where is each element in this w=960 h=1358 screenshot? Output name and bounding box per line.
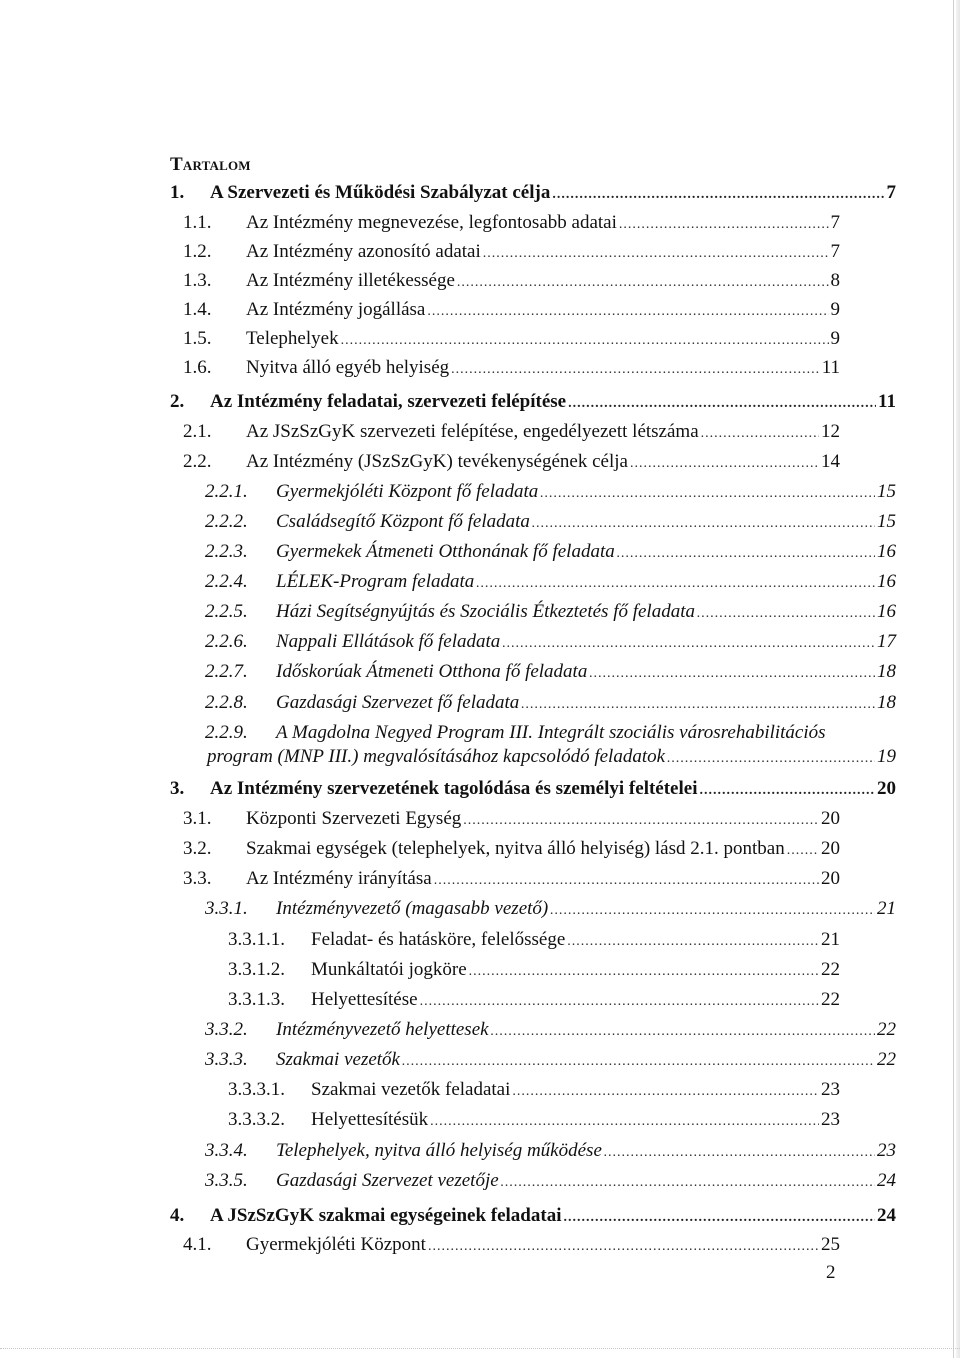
toc-entry-continuation[interactable]: [207, 746, 896, 770]
toc-entry[interactable]: [183, 357, 840, 381]
toc-entry-title: Munkáltatói jogköre: [311, 959, 467, 980]
toc-entry-title: Az Intézmény azonosító adatai: [246, 241, 481, 262]
toc-entry-page: 20: [821, 808, 840, 829]
toc-entry[interactable]: [205, 1170, 896, 1194]
toc-entry-number: 2.2.6.: [205, 631, 248, 652]
toc-entry-title: Szakmai egységek (telephelyek, nyitva álló helyiség) lásd 2.1. pontban: [246, 838, 785, 859]
toc-entry-number: 3.3.1.: [205, 898, 248, 919]
dot-leader: [550, 903, 875, 919]
toc-entry-page: 23: [821, 1079, 840, 1100]
toc-entry-number: 2.: [170, 391, 185, 412]
dot-leader: [427, 304, 828, 320]
toc-entry[interactable]: [228, 1079, 840, 1103]
toc-entry[interactable]: [170, 182, 896, 206]
toc-entry-number: 2.2.9.: [205, 722, 248, 743]
dot-leader: [451, 362, 820, 378]
dot-leader: [476, 576, 875, 592]
dot-leader: [568, 396, 876, 412]
toc-entry-page: 16: [877, 571, 896, 592]
toc-entry[interactable]: [183, 868, 840, 892]
toc-entry-page: 19: [877, 746, 896, 767]
toc-entry-number: 2.2.2.: [205, 511, 248, 532]
toc-entry-title: Intézményvezető helyettesek: [276, 1019, 489, 1040]
scan-bottom-line: [0, 1348, 960, 1350]
toc-entry-title: Gyermekjóléti Központ: [246, 1234, 426, 1255]
toc-entry-page: 24: [877, 1205, 896, 1226]
toc-entry[interactable]: [183, 838, 840, 862]
toc-entry-title: LÉLEK-Program feladata: [276, 571, 475, 592]
dot-leader: [701, 426, 819, 442]
toc-entry-page: 24: [877, 1170, 896, 1191]
toc-entry-page: 12: [821, 421, 840, 442]
toc-entry-title: Gyermekjóléti Központ fő feladata: [276, 481, 539, 502]
toc-entry-page: 8: [830, 270, 840, 291]
toc-entry-page: 14: [821, 451, 840, 472]
toc-entry-number: 2.2.3.: [205, 541, 248, 562]
toc-entry[interactable]: [228, 1109, 840, 1133]
toc-entry-number: 3.3.: [183, 868, 212, 889]
dot-leader: [787, 843, 819, 859]
toc-entry[interactable]: [183, 421, 840, 445]
dot-leader: [521, 697, 875, 713]
toc-entry-title: Szakmai vezetők feladatai: [311, 1079, 511, 1100]
toc-entry-title: Telephelyek, nyitva álló helyiség működése: [276, 1140, 602, 1161]
toc-entry-page: 25: [821, 1234, 840, 1255]
toc-entry-page: 23: [821, 1109, 840, 1130]
toc-entry-page: 23: [877, 1140, 896, 1161]
toc-entry[interactable]: [205, 692, 896, 716]
page-number: 2: [826, 1262, 836, 1283]
toc-entry-page: 20: [821, 838, 840, 859]
toc-entry-number: 3.3.1.1.: [228, 929, 285, 950]
toc-entry-page: 18: [877, 661, 896, 682]
toc-entry[interactable]: [170, 778, 896, 802]
toc-entry-page: 22: [877, 1019, 896, 1040]
dot-leader: [341, 333, 829, 349]
toc-title: Tartalom: [170, 154, 251, 175]
dot-leader: [567, 934, 819, 950]
toc-entry-number: 2.2.7.: [205, 661, 248, 682]
toc-entry-page: 16: [877, 541, 896, 562]
dot-leader: [420, 994, 819, 1010]
dot-leader: [501, 1175, 875, 1191]
toc-entry[interactable]: [205, 631, 896, 655]
toc-entry-page: 21: [821, 929, 840, 950]
toc-entry-page: 21: [877, 898, 896, 919]
toc-entry[interactable]: [205, 481, 896, 505]
toc-entry[interactable]: [205, 541, 896, 565]
toc-entry-title: Központi Szervezeti Egység: [246, 808, 462, 829]
dot-leader: [434, 873, 819, 889]
toc-entry-page: 7: [830, 241, 840, 262]
toc-entry[interactable]: [228, 959, 840, 983]
toc-entry[interactable]: [205, 898, 896, 922]
dot-leader: [552, 187, 884, 203]
toc-entry-title: Házi Segítségnyújtás és Szociális Étkeztetés fő feladata: [276, 601, 695, 622]
toc-entry-title: Az Intézmény feladatai, szervezeti felépítése: [210, 391, 567, 412]
toc-entry[interactable]: [205, 601, 896, 625]
toc-entry[interactable]: [183, 808, 840, 832]
toc-entry-title: Intézményvezető (magasabb vezető): [276, 898, 549, 919]
toc-entry[interactable]: [183, 270, 840, 294]
toc-entry-page: 9: [830, 328, 840, 349]
toc-entry[interactable]: [183, 299, 840, 323]
toc-entry-number: 2.2.4.: [205, 571, 248, 592]
dot-leader: [430, 1114, 819, 1130]
dot-leader: [428, 1239, 819, 1255]
toc-entry-title: Az Intézmény (JSzSzGyK) tevékenységének célja: [246, 451, 628, 472]
dot-leader: [630, 456, 819, 472]
dot-leader: [469, 964, 819, 980]
toc-entry-number: 2.2.8.: [205, 692, 248, 713]
dot-leader: [483, 246, 829, 262]
toc-entry-title: A JSzSzGyK szakmai egységeinek feladatai: [210, 1205, 562, 1226]
toc-entry-page: 11: [821, 357, 840, 378]
dot-leader: [457, 275, 829, 291]
toc-entry-title: Az Intézmény szervezetének tagolódása és személyi feltételei: [210, 778, 698, 799]
toc-entry-number: 3.3.2.: [205, 1019, 248, 1040]
dot-leader: [619, 217, 829, 233]
dot-leader: [512, 1084, 819, 1100]
toc-entry-title-cont: program (MNP III.) megvalósításához kapcsolódó feladatok: [207, 746, 666, 767]
toc-entry-title: Gazdasági Szervezet vezetője: [276, 1170, 499, 1191]
toc-entry-page: 20: [877, 778, 896, 799]
toc-entry[interactable]: [183, 451, 840, 475]
toc-entry-page: 18: [877, 692, 896, 713]
toc-entry[interactable]: [205, 1019, 896, 1043]
toc-entry-title: Nappali Ellátások fő feladata: [276, 631, 501, 652]
toc-entry-number: 3.3.3.2.: [228, 1109, 285, 1130]
toc-entry[interactable]: [183, 328, 840, 352]
toc-entry-title: Feladat- és hatásköre, felelőssége: [311, 929, 566, 950]
toc-entry[interactable]: [205, 1140, 896, 1164]
toc-entry-title: Időskorúak Átmeneti Otthona fő feladata: [276, 661, 588, 682]
toc-entry[interactable]: [170, 1205, 896, 1229]
toc-entry-title: Az Intézmény megnevezése, legfontosabb adatai: [246, 212, 617, 233]
toc-entry[interactable]: [205, 661, 896, 685]
toc-entry-number: 3.3.1.2.: [228, 959, 285, 980]
toc-entry[interactable]: [205, 722, 826, 746]
toc-entry-title: Az JSzSzGyK szervezeti felépítése, engedélyezett létszáma: [246, 421, 699, 442]
toc-entry-number: 1.6.: [183, 357, 212, 378]
toc-entry-number: 1.5.: [183, 328, 212, 349]
toc-entry-page: 22: [821, 959, 840, 980]
toc-entry-page: 7: [886, 182, 896, 203]
scan-edge-line: [953, 0, 954, 1358]
toc-entry-number: 2.1.: [183, 421, 212, 442]
toc-entry-number: 3.3.1.3.: [228, 989, 285, 1010]
toc-entry-title: Az Intézmény jogállása: [246, 299, 426, 320]
toc-entry-title: Gyermekek Átmeneti Otthonának fő feladata: [276, 541, 615, 562]
toc-entry-title: Helyettesítésük: [311, 1109, 429, 1130]
toc-entry-number: 1.3.: [183, 270, 212, 291]
toc-entry[interactable]: [170, 391, 896, 415]
dot-leader: [402, 1054, 875, 1070]
dot-leader: [463, 813, 819, 829]
dot-leader: [589, 666, 875, 682]
toc-entry-number: 2.2.1.: [205, 481, 248, 502]
toc-entry[interactable]: [228, 929, 840, 953]
toc-entry-page: 20: [821, 868, 840, 889]
toc-entry[interactable]: [183, 212, 840, 236]
toc-entry-number: 3.1.: [183, 808, 212, 829]
dot-leader: [697, 606, 875, 622]
toc-entry-title: Az Intézmény illetékessége: [246, 270, 455, 291]
toc-entry-title: Telephelyek: [246, 328, 339, 349]
toc-entry-title: Helyettesítése: [311, 989, 418, 1010]
toc-entry-page: 17: [877, 631, 896, 652]
dot-leader: [532, 516, 875, 532]
toc-entry[interactable]: [183, 241, 840, 265]
toc-entry[interactable]: [205, 511, 896, 535]
toc-entry-number: 3.: [170, 778, 185, 799]
toc-entry-title: A Magdolna Negyed Program III. Integrált szociális városrehabilitációs: [276, 722, 826, 743]
dot-leader: [563, 1210, 875, 1226]
toc-entry-number: 3.3.4.: [205, 1140, 248, 1161]
toc-entry-page: 22: [821, 989, 840, 1010]
toc-entry-number: 3.3.3.: [205, 1049, 248, 1070]
toc-entry-page: 22: [877, 1049, 896, 1070]
toc-entry-page: 7: [830, 212, 840, 233]
toc-entry[interactable]: [205, 1049, 896, 1073]
toc-entry[interactable]: [205, 571, 896, 595]
toc-entry-page: 16: [877, 601, 896, 622]
toc-entry-title: Családsegítő Központ fő feladata: [276, 511, 530, 532]
toc-entry-number: 3.3.3.1.: [228, 1079, 285, 1100]
dot-leader: [502, 636, 875, 652]
toc-entry-page: 15: [877, 511, 896, 532]
scan-edge-shadow: [956, 0, 960, 1358]
dot-leader: [604, 1145, 875, 1161]
toc-entry-number: 1.4.: [183, 299, 212, 320]
toc-entry-title: Szakmai vezetők: [276, 1049, 400, 1070]
toc-entry-page: 11: [878, 391, 896, 412]
toc-entry-number: 3.3.5.: [205, 1170, 248, 1191]
toc-entry-title: Gazdasági Szervezet fő feladata: [276, 692, 520, 713]
toc-entry-number: 1.2.: [183, 241, 212, 262]
dot-leader: [491, 1024, 875, 1040]
dot-leader: [667, 751, 875, 767]
dot-leader: [540, 486, 875, 502]
toc-entry-number: 3.2.: [183, 838, 212, 859]
toc-entry-number: 4.: [170, 1205, 185, 1226]
toc-entry-number: 4.1.: [183, 1234, 212, 1255]
dot-leader: [699, 783, 875, 799]
toc-entry-number: 1.1.: [183, 212, 212, 233]
toc-entry-page: 9: [830, 299, 840, 320]
dot-leader: [617, 546, 875, 562]
toc-entry-number: 2.2.: [183, 451, 212, 472]
toc-entry-title: A Szervezeti és Működési Szabályzat célja: [210, 182, 551, 203]
toc-entry-title: Nyitva álló egyéb helyiség: [246, 357, 450, 378]
toc-entry-number: 1.: [170, 182, 185, 203]
toc-entry[interactable]: [228, 989, 840, 1013]
toc-entry-page: 15: [877, 481, 896, 502]
toc-entry-title: Az Intézmény irányítása: [246, 868, 432, 889]
toc-entry[interactable]: [183, 1234, 840, 1258]
toc-entry-number: 2.2.5.: [205, 601, 248, 622]
